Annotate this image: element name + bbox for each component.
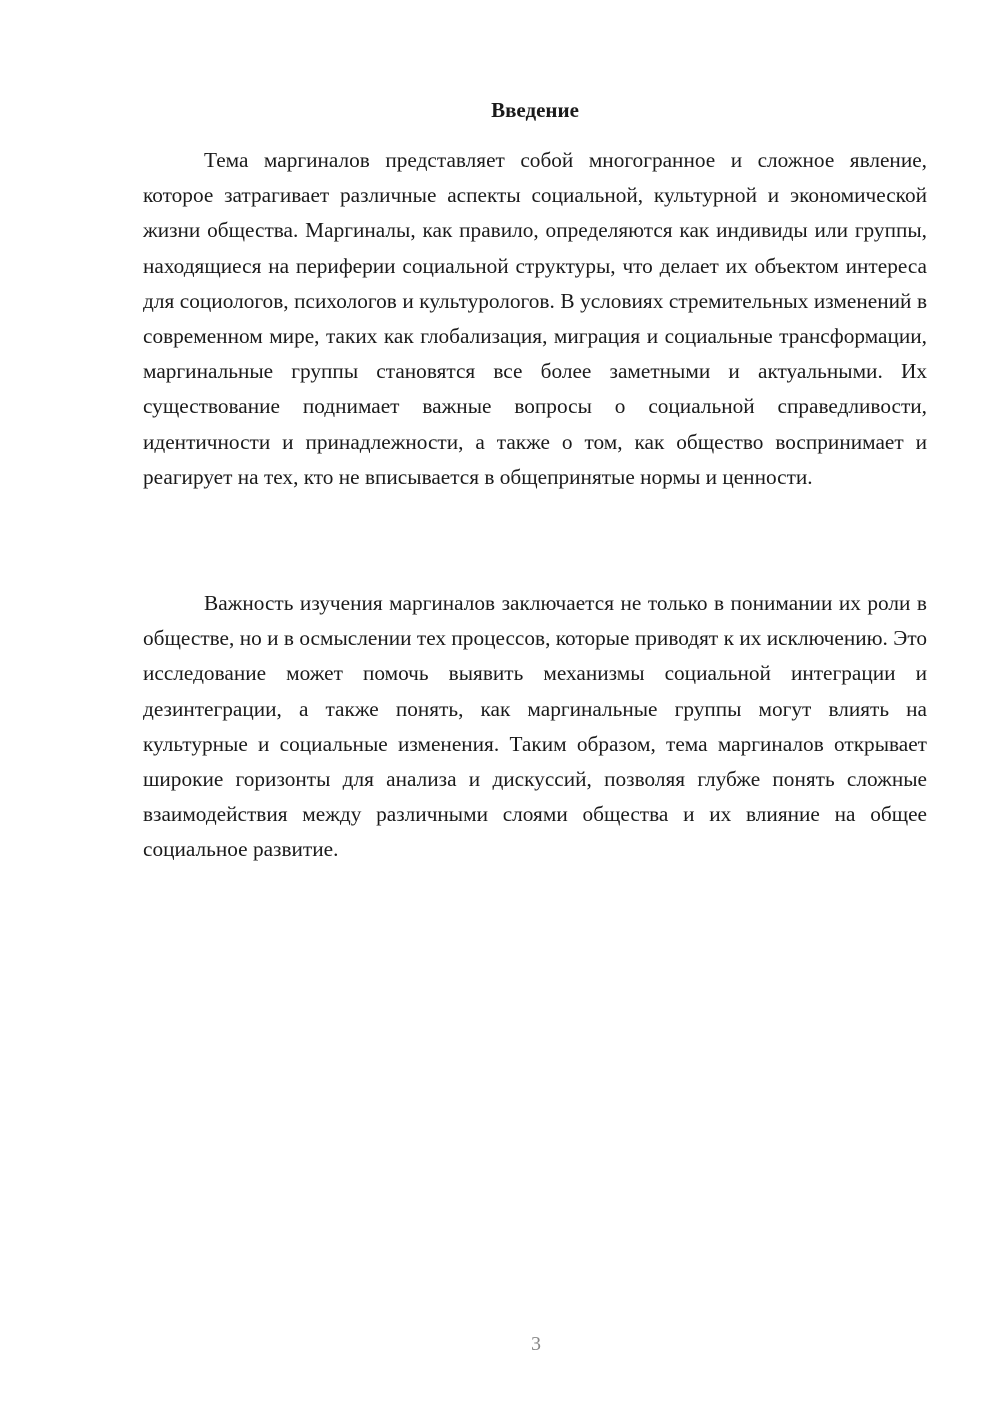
page-number: 3 [531, 1333, 541, 1355]
section-title: Введение [491, 98, 579, 122]
paragraph-importance-of-study: Важность изучения маргиналов заключается не только в понимании их роли в обществе, но и в осмыслении тех процессов, которые приводят к их исключению. Это исследование может помочь выявить механизмы социальной интеграции и дезинтеграции, а также понять, как маргинальные группы могут влиять на культурные и социальные изменения. Таким образом, тема маргиналов открывает широкие горизонты для анализа и дискуссий, позволяя глубже понять сложные взаимодействия между различными слоями общества и их влияние на общее социальное развитие. [143, 591, 927, 862]
paragraph-introduction-topic: Тема маргиналов представляет собой многогранное и сложное явление, которое затрагивает различные аспекты социальной, культурной и экономической жизни общества. Маргиналы, как правило, определяются как индивиды или группы, находящиеся на периферии социальной структуры, что делает их объектом интереса для социологов, психологов и культурологов. В условиях стремительных изменений в современном мире, таких как глобализация, миграция и социальные трансформации, маргинальные группы становятся все более заметными и актуальными. Их существование поднимает важные вопросы о социальной справедливости, идентичности и принадлежности, а также о том, как общество воспринимает и реагирует на тех, кто не вписывается в общепринятые нормы и ценности. [143, 148, 927, 489]
